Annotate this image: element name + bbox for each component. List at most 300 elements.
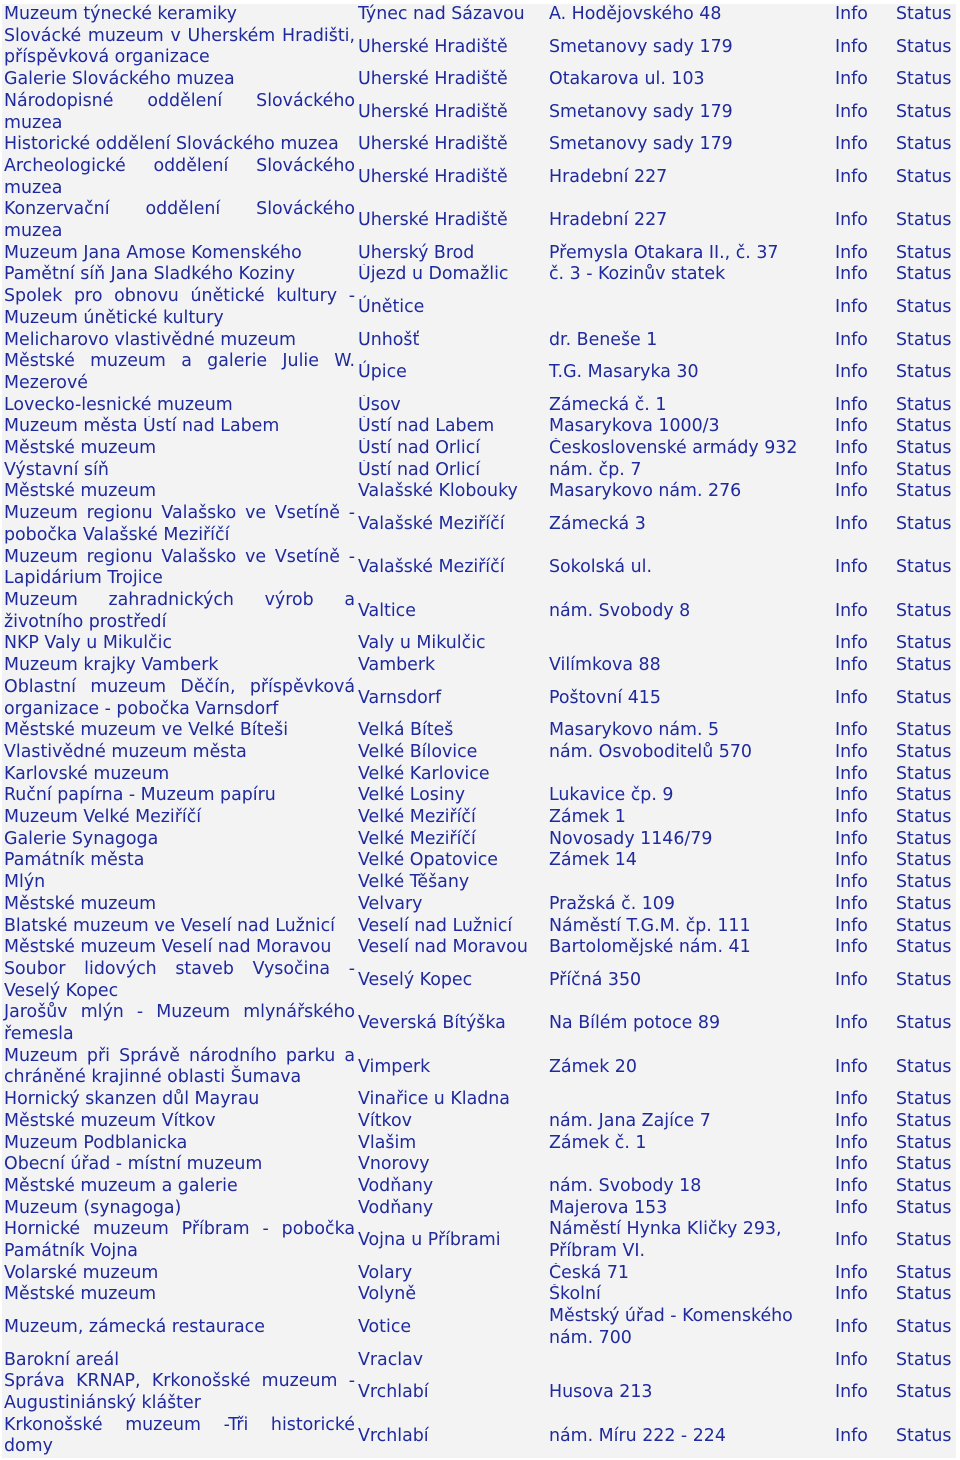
status-cell [894,395,956,417]
info-link[interactable]: Info [835,36,868,57]
info-link[interactable]: Info [835,4,868,24]
info-link[interactable]: Info [835,1175,868,1196]
status-cell [894,199,956,242]
info-link[interactable]: Info [835,1382,868,1403]
museum-row [2,807,956,829]
info-link[interactable]: Info [835,1425,868,1446]
museum-address: Smetanovy sady 179 [547,26,833,69]
museum-row [2,1306,956,1349]
museum-name: Městské muzeum [2,1284,356,1306]
status-link[interactable]: Status [896,4,952,24]
info-cell [833,1046,894,1089]
museum-city: Týnec nad Sázavou [356,4,547,26]
museum-address: Zámek 20 [547,1046,833,1089]
info-cell [833,894,894,916]
status-cell [894,438,956,460]
info-cell [833,590,894,633]
museum-row [2,134,956,156]
museum-name: Muzeum Jana Amose Komenského [2,243,356,265]
info-link[interactable]: Info [835,459,868,480]
status-cell [894,481,956,503]
status-link[interactable]: Status [896,807,952,828]
museum-city: Uherské Hradiště [356,134,547,156]
museum-city: Vojna u Příbrami [356,1219,547,1262]
info-link[interactable]: Info [835,1262,868,1283]
info-link[interactable]: Info [835,101,868,122]
status-link[interactable]: Status [896,329,952,350]
status-cell [894,720,956,742]
museum-address [547,286,833,329]
status-link[interactable]: Status [896,763,952,784]
museum-city: Uherské Hradiště [356,91,547,134]
museum-name: Blatské muzeum ve Veselí nad Lužnicí [2,916,356,938]
info-link[interactable]: Info [835,514,868,535]
museum-name: Obecní úřad - místní muzeum [2,1154,356,1176]
museum-row [2,69,956,91]
info-link[interactable]: Info [835,264,868,285]
status-link[interactable]: Status [896,872,952,893]
museum-address [547,633,833,655]
museum-city: Ústí nad Orlicí [356,438,547,460]
museum-city: Úpice [356,351,547,394]
museum-name: Oblastní muzeum Děčín, příspěvková organizace - pobočka Varnsdorf [4,676,355,719]
info-link[interactable]: Info [835,69,868,90]
museum-city: Vamberk [356,655,547,677]
status-link[interactable]: Status [896,969,952,990]
status-link[interactable]: Status [896,937,952,958]
status-link[interactable]: Status [896,438,952,459]
status-link[interactable]: Status [896,1175,952,1196]
museum-row [2,655,956,677]
info-link[interactable]: Info [835,633,868,654]
info-link[interactable]: Info [835,394,868,415]
museum-name: Vlastivědné muzeum města [2,742,356,764]
museum-name: Krkonošské muzeum -Tři historické domy [4,1414,355,1457]
status-cell [894,1111,956,1133]
museum-address: Masarykova 1000/3 [547,416,833,438]
status-link[interactable]: Status [896,1154,952,1175]
info-cell [833,1306,894,1349]
info-cell [833,677,894,720]
museum-name: Městské muzeum [2,894,356,916]
info-cell [833,286,894,329]
museum-row [2,829,956,851]
info-cell [833,764,894,786]
info-cell [833,1371,894,1414]
info-cell [833,243,894,265]
status-cell [894,330,956,352]
status-link[interactable]: Status [896,785,952,806]
info-link[interactable]: Info [835,1110,868,1131]
museum-address: Náměstí Hynka Kličky 293, Příbram VI. [547,1219,833,1262]
status-link[interactable]: Status [896,210,952,231]
museum-row [2,1176,956,1198]
status-cell [894,829,956,851]
museum-name: Muzeum města Ústí nad Labem [2,416,356,438]
museum-city: Velké Meziříčí [356,807,547,829]
museum-city: Veselý Kopec [356,959,547,1002]
status-link[interactable]: Status [896,915,952,936]
museum-row [2,742,956,764]
museum-city: Velká Bíteš [356,720,547,742]
museum-address [547,1154,833,1176]
info-link[interactable]: Info [835,807,868,828]
museum-name: Muzeum regionu Valašsko ve Vsetíně - pobočka Valašské Meziříčí [4,503,355,545]
museum-address: Pražská č. 109 [547,894,833,916]
status-link[interactable]: Status [896,1349,952,1370]
museum-address: Náměstí T.G.M. čp. 111 [547,916,833,938]
museum-address: Smetanovy sady 179 [547,134,833,156]
info-link[interactable]: Info [835,785,868,806]
status-link[interactable]: Status [896,633,952,654]
info-link[interactable]: Info [835,915,868,936]
status-link[interactable]: Status [896,416,952,437]
museum-city: Vítkov [356,1111,547,1133]
museum-row [2,850,956,872]
status-link[interactable]: Status [896,1056,952,1077]
museum-row [2,1154,956,1176]
status-link[interactable]: Status [896,1284,952,1305]
info-link[interactable]: Info [835,166,868,187]
status-link[interactable]: Status [896,741,952,762]
status-cell [894,1415,956,1458]
status-cell [894,1263,956,1285]
info-cell [833,655,894,677]
status-cell [894,1219,956,1262]
status-link[interactable]: Status [896,514,952,535]
museum-address: Lukavice čp. 9 [547,785,833,807]
museum-row [2,1198,956,1220]
status-link[interactable]: Status [896,1089,952,1110]
museum-city: Velké Opatovice [356,850,547,872]
museum-row [2,26,956,69]
info-cell [833,1263,894,1285]
museum-name: Lovecko-lesnické muzeum [2,395,356,417]
museum-city: Vnorovy [356,1154,547,1176]
museum-city: Volyně [356,1284,547,1306]
info-cell [833,503,894,546]
status-link[interactable]: Status [896,1317,952,1338]
info-link[interactable]: Info [835,655,868,676]
museum-city: Velké Meziříčí [356,829,547,851]
info-cell [833,829,894,851]
status-link[interactable]: Status [896,600,952,621]
info-link[interactable]: Info [835,557,868,578]
status-link[interactable]: Status [896,687,952,708]
info-link[interactable]: Info [835,362,868,383]
info-link[interactable]: Info [835,828,868,849]
status-link[interactable]: Status [896,720,952,741]
museum-city: Únětice [356,286,547,329]
museum-name: Konzervační oddělení Slováckého muzea [4,199,355,242]
museum-address: Masarykovo nám. 276 [547,481,833,503]
museum-row [2,937,956,959]
status-cell [894,959,956,1002]
museum-address: Zámek 14 [547,850,833,872]
info-link[interactable]: Info [835,872,868,893]
status-link[interactable]: Status [896,394,952,415]
museum-name: Národopisné oddělení Slováckého muzea [4,90,355,133]
info-cell [833,1089,894,1111]
status-link[interactable]: Status [896,828,952,849]
info-link[interactable]: Info [835,438,868,459]
info-link[interactable]: Info [835,1230,868,1251]
status-link[interactable]: Status [896,459,952,480]
status-link[interactable]: Status [896,557,952,578]
status-cell [894,264,956,286]
info-link[interactable]: Info [835,1089,868,1110]
status-link[interactable]: Status [896,1132,952,1153]
museum-row [2,764,956,786]
museum-address: Sokolská ul. [547,547,833,590]
museum-city: Uherské Hradiště [356,69,547,91]
museum-address [547,1350,833,1372]
museum-name: Výstavní síň [2,460,356,482]
museum-row [2,633,956,655]
museum-city: Velvary [356,894,547,916]
museum-name: Volarské muzeum [2,1263,356,1285]
status-cell [894,1089,956,1111]
museum-name: Muzeum regionu Valašsko ve Vsetíně - Lapidárium Trojice [4,546,355,589]
museum-name: Galerie Slováckého muzea [2,69,356,91]
museum-name: Muzeum (synagoga) [2,1198,356,1220]
museum-address: Školní [547,1284,833,1306]
status-link[interactable]: Status [896,893,952,914]
museum-row [2,460,956,482]
museum-row [2,1089,956,1111]
info-link[interactable]: Info [835,134,868,155]
museum-name: NKP Valy u Mikulčic [2,633,356,655]
museum-city: Újezd u Domažlic [356,264,547,286]
info-link[interactable]: Info [835,1284,868,1305]
status-cell [894,134,956,156]
museum-row [2,1133,956,1155]
status-cell [894,1284,956,1306]
museum-address: Zámek č. 1 [547,1133,833,1155]
status-cell [894,1198,956,1220]
info-cell [833,959,894,1002]
museum-city: Velké Losiny [356,785,547,807]
museum-city: Vinařice u Kladna [356,1089,547,1111]
info-link[interactable]: Info [835,210,868,231]
info-link[interactable]: Info [835,969,868,990]
status-cell [894,742,956,764]
info-link[interactable]: Info [835,1317,868,1338]
status-cell [894,894,956,916]
museum-row [2,1219,956,1262]
info-cell [833,633,894,655]
museum-city: Velké Karlovice [356,764,547,786]
museum-address: nám. Osvoboditelů 570 [547,742,833,764]
museum-address: Na Bílém potoce 89 [547,1002,833,1045]
status-link[interactable]: Status [896,36,952,57]
status-cell [894,351,956,394]
info-cell [833,264,894,286]
museum-address [547,1089,833,1111]
museum-row [2,1002,956,1045]
info-cell [833,156,894,199]
museum-address: Vilímkova 88 [547,655,833,677]
museum-city: Ústí nad Orlicí [356,460,547,482]
status-cell [894,156,956,199]
museum-city: Vrchlabí [356,1415,547,1458]
info-cell [833,481,894,503]
museum-address: Zámek 1 [547,807,833,829]
status-link[interactable]: Status [896,242,952,263]
status-link[interactable]: Status [896,166,952,187]
museum-address: nám. Svobody 8 [547,590,833,633]
museum-city: Valtice [356,590,547,633]
museum-address: nám. Jana Zajíce 7 [547,1111,833,1133]
museum-name: Muzeum krajky Vamberk [2,655,356,677]
info-link[interactable]: Info [835,242,868,263]
museum-name: Historické oddělení Slováckého muzea [2,134,356,156]
museum-city: Vodňany [356,1198,547,1220]
museum-name: Muzeum týnecké keramiky [2,4,356,26]
status-link[interactable]: Status [896,69,952,90]
museum-name: Hornické muzeum Příbram - pobočka Památník Vojna [4,1219,355,1262]
info-link[interactable]: Info [835,893,868,914]
museum-row [2,4,956,26]
info-link[interactable]: Info [835,720,868,741]
info-link[interactable]: Info [835,1013,868,1034]
museum-address: Masarykovo nám. 5 [547,720,833,742]
museum-row [2,264,956,286]
status-link[interactable]: Status [896,1013,952,1034]
museum-name: Barokní areál [2,1350,356,1372]
info-cell [833,199,894,242]
info-link[interactable]: Info [835,416,868,437]
info-cell [833,547,894,590]
museum-address: Hradební 227 [547,156,833,199]
info-link[interactable]: Info [835,481,868,502]
status-link[interactable]: Status [896,1110,952,1131]
info-cell [833,1415,894,1458]
museum-name: Pamětní síň Jana Sladkého Koziny [2,264,356,286]
museum-name: Jarošův mlýn - Muzeum mlynářského řemesla [4,1002,355,1045]
info-link[interactable]: Info [835,1197,868,1218]
status-link[interactable]: Status [896,1262,952,1283]
museum-city: Uherské Hradiště [356,156,547,199]
museum-address: Bartolomějské nám. 41 [547,937,833,959]
museum-row [2,199,956,242]
status-cell [894,872,956,894]
status-link[interactable]: Status [896,134,952,155]
status-cell [894,785,956,807]
museum-city: Veselí nad Moravou [356,937,547,959]
museum-row [2,959,956,1002]
status-cell [894,91,956,134]
museum-address: Hradební 227 [547,199,833,242]
status-link[interactable]: Status [896,362,952,383]
info-cell [833,460,894,482]
museum-row [2,503,956,546]
info-link[interactable]: Info [835,763,868,784]
info-link[interactable]: Info [835,1056,868,1077]
museum-address: nám. Svobody 18 [547,1176,833,1198]
museum-row [2,1284,956,1306]
museum-name: Muzeum při Správě národního parku a chráněné krajinné oblasti Šumava [4,1045,355,1088]
info-cell [833,1154,894,1176]
museum-city: Valašské Meziříčí [356,503,547,546]
status-cell [894,850,956,872]
info-link[interactable]: Info [835,1132,868,1153]
info-link[interactable]: Info [835,687,868,708]
status-link[interactable]: Status [896,1425,952,1446]
museum-row [2,156,956,199]
status-link[interactable]: Status [896,481,952,502]
status-link[interactable]: Status [896,1382,952,1403]
status-cell [894,286,956,329]
status-link[interactable]: Status [896,101,952,122]
museum-name: Spolek pro obnovu únětické kultury - Muzeum únětické kultury [4,286,355,328]
status-link[interactable]: Status [896,655,952,676]
info-cell [833,937,894,959]
status-cell [894,590,956,633]
status-cell [894,677,956,720]
status-cell [894,916,956,938]
info-cell [833,416,894,438]
museum-row [2,1046,956,1089]
museum-name: Mlýn [2,872,356,894]
info-link[interactable]: Info [835,741,868,762]
museum-name: Archeologické oddělení Slováckého muzea [4,155,355,198]
status-link[interactable]: Status [896,850,952,871]
museum-name: Městské muzeum [2,438,356,460]
info-cell [833,785,894,807]
museum-city: Vimperk [356,1046,547,1089]
museum-city: Valy u Mikulčic [356,633,547,655]
info-cell [833,1176,894,1198]
status-cell [894,1371,956,1414]
museum-city: Uherské Hradiště [356,26,547,69]
museum-address: Smetanovy sady 179 [547,91,833,134]
museum-address: č. 3 - Kozinův statek [547,264,833,286]
museum-name: Městské muzeum a galerie Julie W. Mezerové [4,351,355,393]
info-link[interactable]: Info [835,1154,868,1175]
status-link[interactable]: Status [896,296,952,317]
museum-city: Valašské Klobouky [356,481,547,503]
info-link[interactable]: Info [835,937,868,958]
info-cell [833,26,894,69]
museum-row [2,720,956,742]
museum-address [547,764,833,786]
museum-name: Slovácké muzeum v Uherském Hradišti, příspěvková organizace [4,25,355,68]
museum-row [2,785,956,807]
museum-city: Varnsdorf [356,677,547,720]
info-link[interactable]: Info [835,296,868,317]
info-link[interactable]: Info [835,850,868,871]
status-link[interactable]: Status [896,1230,952,1251]
museum-city: Veverská Bítýška [356,1002,547,1045]
info-cell [833,91,894,134]
info-link[interactable]: Info [835,600,868,621]
museum-name: Správa KRNAP, Krkonošské muzeum - Augustiniánský klášter [4,1371,355,1413]
status-link[interactable]: Status [896,1197,952,1218]
status-cell [894,1046,956,1089]
museum-city: Volary [356,1263,547,1285]
museum-city: Vodňany [356,1176,547,1198]
info-link[interactable]: Info [835,1349,868,1370]
status-cell [894,764,956,786]
museum-city: Unhošť [356,330,547,352]
status-cell [894,1154,956,1176]
museum-list-table [2,4,956,1458]
info-link[interactable]: Info [835,329,868,350]
museum-address: Přemysla Otakara II., č. 37 [547,243,833,265]
status-link[interactable]: Status [896,264,952,285]
museum-city: Velké Těšany [356,872,547,894]
